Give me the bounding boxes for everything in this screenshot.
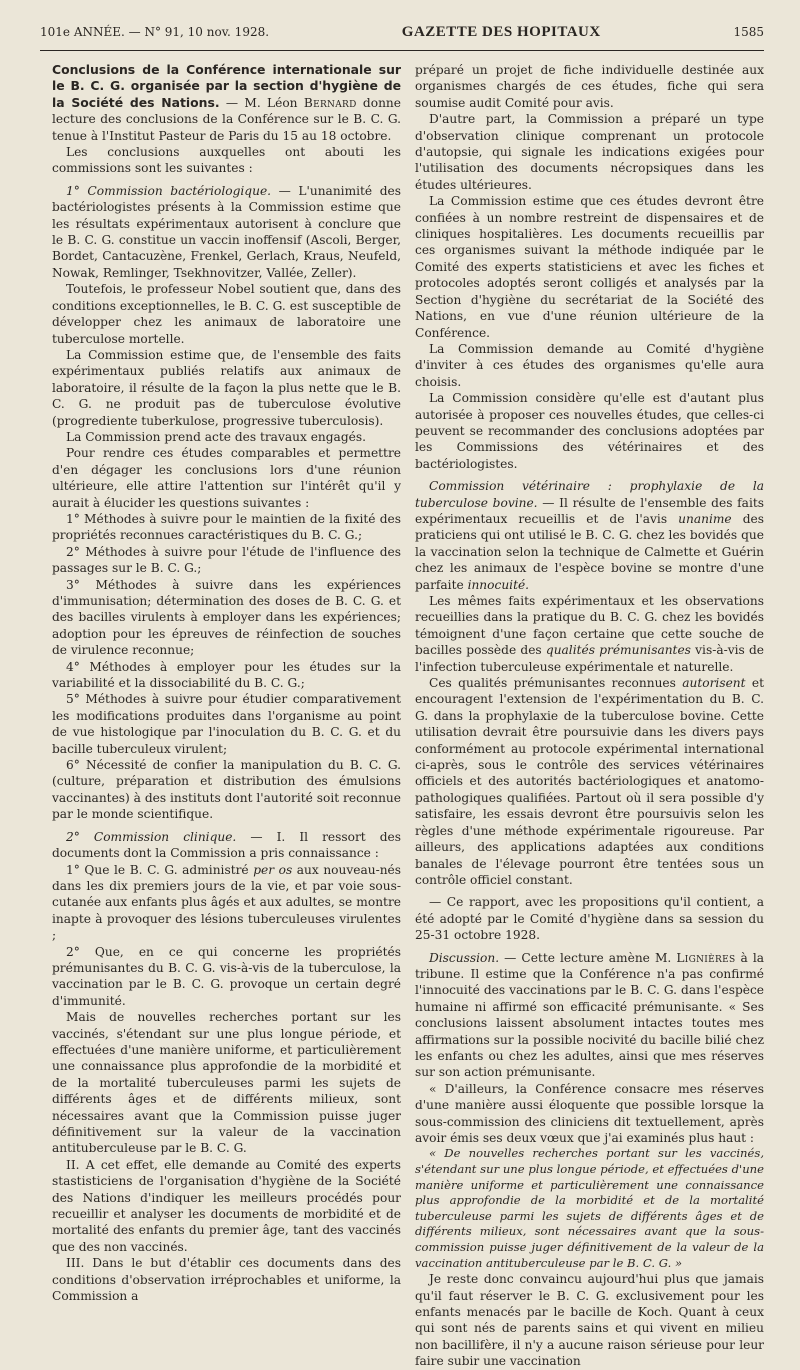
question-item: 2° Méthodes à suivre pour l'étude de l'influence des passages sur le B. C. G.; [52,544,401,576]
clinical-item-text: aux nouveau-nés dans les dix premiers jours de la vie, et par voie sous-cutanée aux enfants plus âgés et aux adultes, se montre inapte à provoquer des lésions tuberculeuses virulentes ; [52,862,402,943]
paragraph: Toutefois, le professeur Nobel soutient que, dans des conditions exceptionnelles, le B. C. G. est susceptible de développer chez les animaux de laboratoire une tuberculose mortelle. [52,282,401,346]
paragraph: La Commission prend acte des travaux engagés. [66,429,366,444]
section-discussion [415,950,764,1081]
paragraph: Mais de nouvelles recherches portant sur les vaccinés, s'étendant sur une plus longue période, et effectuées d'une manière uniforme, et particulièrement une connaissance plus approfondie de la morbidité et de la mortalité tuberculeuses parmi les sujets de différents âges et de différents milieux, sont nécessaires avant que la Commission puisse juger définitivement sur la valeur de la vaccination antituberculeuse par le B. C. G. [52,1010,401,1156]
heading-dash: — M. Léon [219,95,304,110]
heading-tail: donne lecture des conclusions de la Conférence sur le B. C. G. tenue à l'Institut Pasteur de Paris du 15 au 18 octobre. [52,95,401,143]
question-item: 3° Méthodes à suivre dans les expériences d'immunisation; détermination des doses de B. C. G. et des bacilles virulents à employer dans les expériences; adoption pour les épreuves de réinfection de souches de virulence reconnue; [52,577,401,658]
page-header [40,24,764,48]
section-label: Commission vétérinaire : prophylaxie de la tuberculose bovine. [415,479,764,510]
paragraph-text: Ces qualités prémunisantes reconnues [429,676,683,691]
paragraph-text: vis-à-vis de l'infection tuberculeuse expérimentale et naturelle. [415,643,764,674]
section-clinical [52,829,401,862]
clinical-item-italic: per os [253,862,293,877]
article-heading [52,62,401,144]
section-italic: innocuité. [467,577,530,592]
paragraph [415,675,764,888]
journal-title: GAZETTE DES HOPITAUX [401,24,601,40]
paragraph-italic: autorisent [682,676,746,691]
question-item: 4° Méthodes à employer pour les études sur la variabilité et la dissociabilité du B. C. G.; [52,659,401,691]
header-rule [40,50,764,51]
author-name: Bernard [303,95,357,110]
question-item: 5° Méthodes à suivre pour étudier comparativement les modifications produites dans l'organisme au point de vue histologique par l'inoculation du B. C. G. et du bacille tuberculeux virulent; [52,692,401,756]
paragraph: III. Dans le but d'établir ces documents dans des conditions d'observation irréprochables et uniforme, la Commission a [52,1256,401,1304]
paragraph: La Commission considère qu'elle est d'autant plus autorisée à proposer ces nouvelles études, que celles-ci peuvent se recommander des conclusions adoptées par les Commissions des vétérinaires et des bactériologistes. [415,391,764,471]
paragraph-italic: qualités prémunisantes [545,643,691,658]
article-title: Conclusions de la Conférence internationale sur le B. C. G. organisée par la section d'hygiène de la Société des Nations. [52,62,401,110]
paragraph: — Ce rapport, avec les propositions qu'il contient, a été adopté par le Comité d'hygiène dans sa session du 25-31 octobre 1928. [415,895,764,943]
paragraph: Pour rendre ces études comparables et permettre d'en dégager les conclusions lors d'une réunion ultérieure, elle attire l'attention sur l'intérêt qu'il y aurait à élucider les questions suivantes : [52,446,401,510]
block-quote: « De nouvelles recherches portant sur les vaccinés, s'étendant sur une plus longue période, et effectuées d'une manière uniforme et particulièrement une connaissance plus approfondie de la morbidité et de la mortalité tuberculeuse parmi les sujets de différents âges et de différents milieux, sont nécessaires avant que la sous-commission puisse juger définitivement de la valeur de la vaccination antituberculeuse par le B. C. G. » [415,1146,764,1270]
section-label: 2° Commission clinique. [66,829,237,844]
issue-info: 101e ANNÉE. — N° 91, 10 nov. 1928. [40,25,270,39]
paragraph [415,593,764,675]
paragraph: préparé un projet de fiche individuelle destinée aux organismes chargés de ces études, fiche qui sera soumise audit Comité pour avis. [415,63,764,110]
page-number: 1585 [733,25,764,39]
section-text: — L'unanimité des bactériologistes présents à la Commission estime que les résultats expérimentaux autorisent à conclure que le B. C. G. constitue un vaccin inoffensif (Ascoli, Berger, Bordet, Cantacuzène, Frenkel, Gerlach, Kraus, Neufeld, Nowak, Remlinger, Tsekhnovitzer, Vallée, Zeller). [52,183,401,280]
question-item: 1° Méthodes à suivre pour le maintien de la fixité des propriétés reconnues caractéristiques du B. C. G.; [52,511,401,543]
paragraph: D'autre part, la Commission a préparé un type d'observation clinique comprenant un protocole d'autopsie, qui signale les indications exigées pour l'utilisation des documents nécropsiques dans les études ultérieures. [415,112,764,192]
section-label: 1° Commission bactériologique. [66,183,272,198]
section-label: Discussion. [429,950,500,965]
paragraph: « D'ailleurs, la Conférence consacre mes réserves d'une manière aussi éloquente que possible lorsque la sous-commission des cliniciens dit textuellement, après avoir émis ses deux vœux que j'ai examinés plus haut : [415,1081,764,1145]
clinical-item-text: 1° Que le B. C. G. administré [66,862,254,877]
clinical-item: 2° Que, en ce qui concerne les propriétés prémunisantes du B. C. G. vis-à-vis de la tuberculose, la vaccination par le B. C. G. provoque un certain degré d'immunité. [52,944,401,1008]
section-text: — Cette lecture amène M. [499,950,677,965]
section-veterinary [415,478,764,593]
section-text: — Il résulte de l'ensemble des faits expérimentaux recueillis et de l'avis [415,495,764,526]
section-text: — I. Il ressort des documents dont la Commission a pris connaissance : [52,829,401,861]
paragraph: La Commission estime que, de l'ensemble des faits expérimentaux publiés relatifs aux animaux de laboratoire, il résulte de la façon la plus nette que le B. C. G. ne produit pas de tuberculose évolutive (progrediente tuberkulose, progressive tuberculosis). [52,347,401,428]
question-item: 6° Nécessité de confier la manipulation du B. C. G. (culture, préparation et distribution des émulsions vaccinantes) à des instituts dont l'autorité soit reconnue par le monde scientifique. [52,758,401,822]
section-text: des praticiens qui ont utilisé le B. C. G. chez les bovidés que la vaccination selon la technique de Calmette et Guérin chez les animaux de l'espèce bovine se montre d'une parfaite [415,511,764,592]
paragraph: II. A cet effet, elle demande au Comité des experts stastisticiens de l'organisation d'hygiène de la Société des Nations d'indiquer les meilleurs procédés pour recueillir et analyser les documents de morbidité et de mortalité des enfants du premier âge, tant des vaccinés que des non vaccinés. [52,1157,401,1254]
paragraph: Je reste donc convaincu aujourd'hui plus que jamais qu'il faut réserver le B. C. G. exclusivement pour les enfants menacés par le bacille de Koch. Quant à ceux qui sont nés de parents sains et qui vivent en milieu non bacillifère, il n'y a aucune raison sérieuse pour leur faire subir une vaccination [415,1272,764,1369]
left-column [52,62,402,1304]
paragraph-text: et encouragent l'extension de l'expérimentation du B. C. G. dans la prophylaxie de la tuberculose bovine. Cette utilisation devrait être poursuivie dans les divers pays conformément au protocole expérimental international ci-après, sous le contrôle des services vétérinaires officiels et des autorités bactériologiques et anatomo-pathologiques qualifiées. Partout où il sera possible d'y satisfaire, les essais devront être poursuivis selon les règles d'une méthode expérimentale rigoureuse. Par ailleurs, des applications adaptées aux conditions banales de l'élevage pourront être tentées sous un contrôle officiel constant. [415,676,765,887]
section-text: à la tribune. Il estime que la Conférence n'a pas confirmé l'innocuité des vaccinations par le B. C. G. dans l'espèce humaine ni affirmé son efficacité prémunisante. « Ses conclusions laissent absolument intactes toutes mes affirmations sur la possible nocivité du bacille bilié chez les enfants ou chez les adultes, ainsi que mes réserves sur son action prémunisante. [415,950,764,1080]
section-bacteriology [52,183,401,281]
article-columns [52,62,765,1369]
section-italic: unanime [678,511,732,526]
paragraph-text: Les mêmes faits expérimentaux et les observations recueillies dans la pratique du B. C. G. chez les bovidés témoignent d'une façon certaine que cette souche de bacilles possède des [415,594,764,658]
clinical-item [52,862,401,944]
paragraph: La Commission demande au Comité d'hygiène d'inviter à ces études des organismes qu'elle aura choisis. [415,341,764,389]
paragraph: Les conclusions auxquelles ont abouti les commissions sont les suivantes : [52,145,401,176]
speaker-name: Lignières [676,950,736,965]
paragraph: La Commission estime que ces études devront être confiées à un nombre restreint de dispensaires et de cliniques hospitalières. Les documents recueillis par ces organismes suivant la méthode indiquée par le Comité des experts statisticiens et avec les fiches et protocoles adoptés seront colligés et analysés par la Section d'hygiène du secrétariat de la Société des Nations, en vue d'une réunion ultérieure de la Conférence. [415,194,764,340]
right-column [415,62,765,1369]
